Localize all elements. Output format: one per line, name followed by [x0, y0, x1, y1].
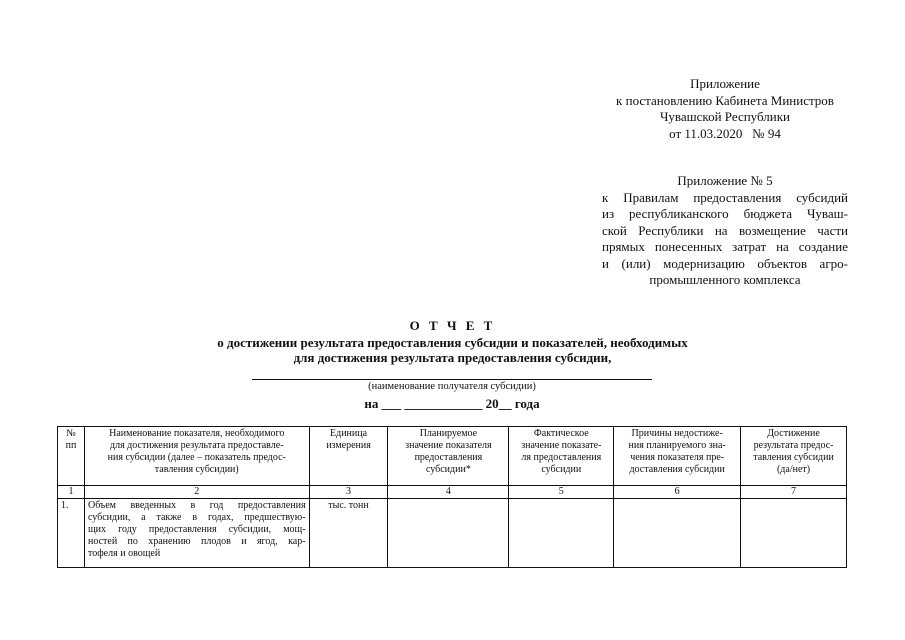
row-name-line: субсидии, а также в годах, предшествую-: [87, 512, 306, 523]
appendix-rules-line: к Правилам предоставления субсидий: [602, 189, 848, 205]
header-line: значение показателя: [405, 440, 492, 451]
header-achieved: [741, 427, 847, 486]
header-line: для достижения результата предоставле-: [109, 440, 284, 451]
row-actual-value: [509, 499, 614, 568]
row-index: 1.: [58, 499, 85, 568]
header-index: [58, 427, 85, 486]
row-planned-value: [388, 499, 509, 568]
report-subtitle: [150, 335, 755, 365]
report-date-line: на ___ ____________ 20__ года: [364, 396, 540, 411]
header-line: ля предоставления: [521, 452, 602, 463]
header-line: результата предос-: [753, 440, 834, 451]
column-number: 5: [509, 486, 614, 499]
header-line: субсидии*: [425, 464, 471, 475]
column-number: 4: [388, 486, 509, 499]
report-subtitle-line: о достижении результата предоставления субсидии и показателей, необходимых: [217, 335, 688, 350]
row-name-line: Объем введенных в год предоставления: [87, 500, 306, 511]
appendix-main-line: Приложение: [690, 76, 760, 91]
header-line: измерения: [326, 440, 371, 451]
recipient-name-caption: (наименование получателя субсидии): [368, 381, 536, 392]
column-number: 2: [84, 486, 309, 499]
row-unit: тыс. тонн: [309, 499, 388, 568]
column-number: 6: [614, 486, 741, 499]
appendix-rules-line: и (или) модернизацию объектов агро-: [602, 255, 848, 271]
header-line: Планируемое: [419, 428, 478, 439]
header-line: Фактическое: [533, 428, 589, 439]
appendix-main-line: Чувашской Республики: [659, 109, 791, 124]
header-line: доставления субсидии: [629, 464, 725, 475]
row-reasons: [614, 499, 741, 568]
header-line: Единица: [330, 428, 368, 439]
appendix-rules-title: Приложение № 5: [677, 173, 773, 188]
report-subtitle-line: для достижения результата предоставления субсидии,: [293, 350, 612, 365]
appendix-main-line: к постановлению Кабинета Министров: [616, 92, 834, 108]
header-line: Наименование показателя, необходимого: [109, 428, 285, 439]
column-number: 7: [741, 486, 847, 499]
appendix-rules-body: [602, 190, 848, 289]
header-unit: [309, 427, 388, 486]
table-row: [58, 499, 847, 568]
header-line: ния субсидии (далее – показатель предос-: [107, 452, 286, 463]
header-line: чения показателя пре-: [630, 452, 725, 463]
header-line: предоставления: [414, 452, 483, 463]
table-header-row: [58, 427, 847, 486]
appendix-rules-line: из республиканского бюджета Чуваш-: [602, 206, 848, 221]
header-planned: [388, 427, 509, 486]
appendix-rules-block: [602, 173, 848, 289]
header-reasons: [614, 427, 741, 486]
appendix-main-line: от 11.03.2020 № 94: [669, 125, 781, 141]
report-table: [57, 426, 847, 568]
header-line: тавления субсидии): [154, 464, 239, 475]
appendix-rules-line: промышленного комплекса: [649, 272, 801, 287]
header-line: Причины недостиже-: [631, 428, 723, 439]
appendix-main-block: [600, 76, 850, 142]
appendix-rules-line: ской Республики на возмещение части: [602, 222, 848, 238]
report-title: О Т Ч Е Т: [409, 318, 496, 333]
row-name-line: тофеля и овощей: [87, 548, 161, 559]
row-name-line: ностей по хранению плодов и ягод, кар-: [87, 536, 306, 547]
row-indicator-name: [84, 499, 309, 568]
column-number: 3: [309, 486, 388, 499]
header-line: тавления субсидии: [753, 452, 834, 463]
row-achieved: [741, 499, 847, 568]
appendix-rules-line: прямых понесенных затрат на создание: [602, 239, 848, 254]
header-actual: [509, 427, 614, 486]
header-indicator-name: [84, 427, 309, 486]
header-line: Достижение: [767, 428, 820, 439]
header-line: пп: [65, 440, 77, 451]
column-number-row: [58, 486, 847, 499]
header-line: №: [66, 428, 76, 439]
recipient-name-underline: [252, 379, 652, 380]
header-line: ния планируемого зна-: [628, 440, 726, 451]
header-line: (да/нет): [776, 464, 811, 475]
row-name-line: щих году предоставления субсидии, мощ-: [87, 524, 306, 535]
column-number: 1: [58, 486, 85, 499]
header-line: значение показате-: [521, 440, 602, 451]
header-line: субсидии: [541, 464, 582, 475]
